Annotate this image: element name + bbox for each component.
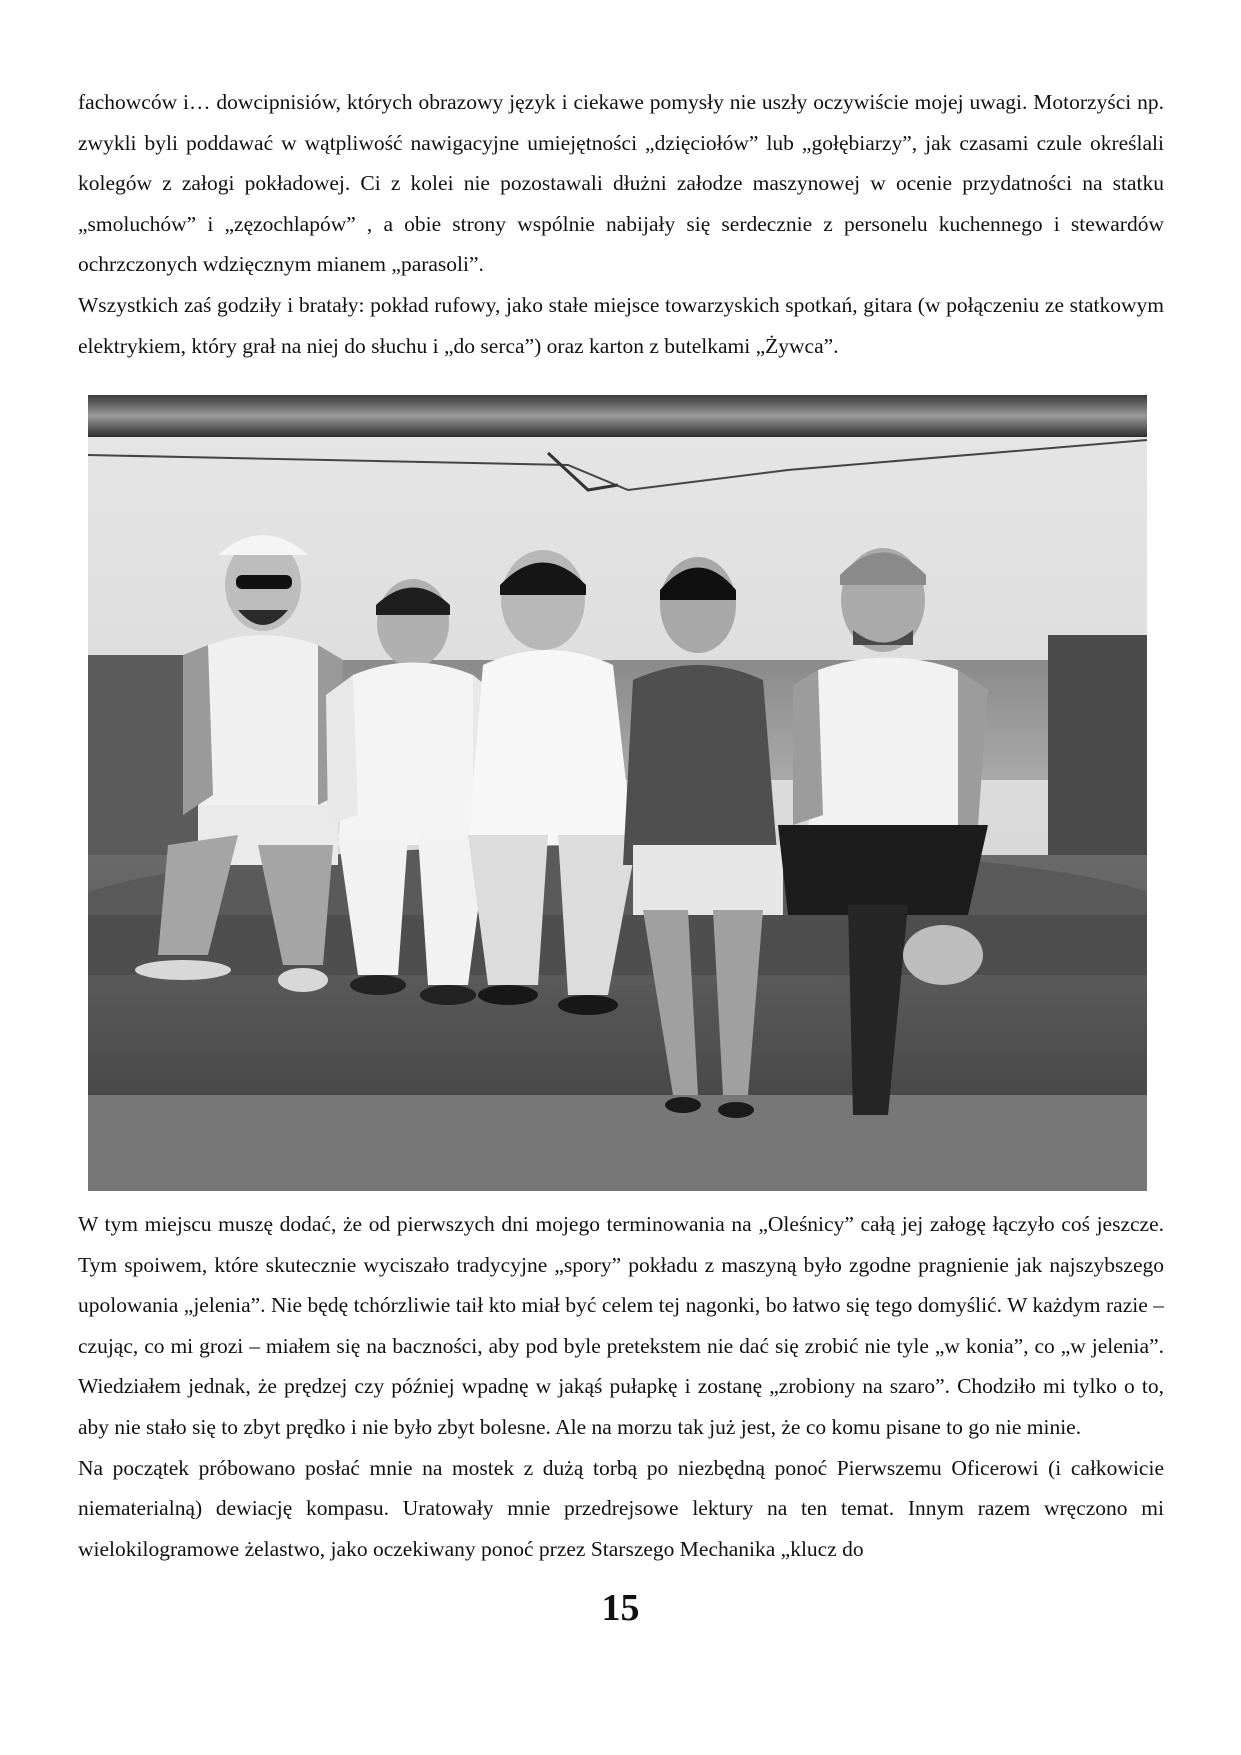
photo-image [88,395,1147,1191]
bottom-text-block [78,1204,1164,1569]
photo-five-men-on-ship-deck [88,395,1147,1191]
paragraph: fachowców i… dowcipnisiów, których obrazowy język i ciekawe pomysły nie uszły oczywiście mojej uwagi. Motorzyści np. zwykli byli poddawać w wątpliwość nawigacyjne umiejętności „dzięciołów” lub „gołębiarzy”, jak czasami czule określali kolegów z załogi pokładowej. Ci z kolei nie pozostawali dłużni załodze maszynowej w ocenie przydatności na statku „smoluchów” i „zęzochlapów” , a obie strony wspólnie nabijały się serdecznie z personelu kuchennego i stewardów ochrzczonych wdzięcznym mianem „parasoli”. [78,90,1164,277]
page-number: 15 [601,1587,640,1629]
paragraph: Na początek próbowano posłać mnie na mostek z dużą torbą po niezbędną ponoć Pierwszemu Oficerowi (i całkowicie niematerialną) dewiację kompasu. Uratowały mnie przedrejsowe lektury na ten temat. Innym razem wręczono mi wielokilogramowe żelastwo, jako oczekiwany ponoć przez Starszego Mechanika „klucz do [78,1455,1164,1561]
paragraph: Wszystkich zaś godziły i bratały: pokład rufowy, jako stałe miejsce towarzyskich spotkań, gitara (w połączeniu ze statkowym elektrykiem, który grał na niej do słuchu i „do serca”) oraz karton z butelkami „Żywca”. [78,292,1164,358]
top-text-block [78,82,1164,366]
paragraph: W tym miejscu muszę dodać, że od pierwszych dni mojego terminowania na „Oleśnicy” całą jej załogę łączyło coś jeszcze. Tym spoiwem, które skutecznie wyciszało tradycyjne „spory” pokładu z maszyną było zgodne pragnienie jak najszybszego upolowania „jelenia”. Nie będę tchórzliwie taił kto miał być celem tej nagonki, bo łatwo się tego domyślić. W każdym razie – czując, co mi grozi – miałem się na baczności, aby pod byle pretekstem nie dać się zrobić nie tyle „w konia”, co „w jelenia”. Wiedziałem jednak, że prędzej czy później wpadnę w jakąś pułapkę i zostanę „zrobiony na szaro”. Chodziło mi tylko o to, aby nie stało się to zbyt prędko i nie było zbyt bolesne. Ale na morzu tak już jest, że co komu pisane to go nie minie. [78,1212,1164,1439]
